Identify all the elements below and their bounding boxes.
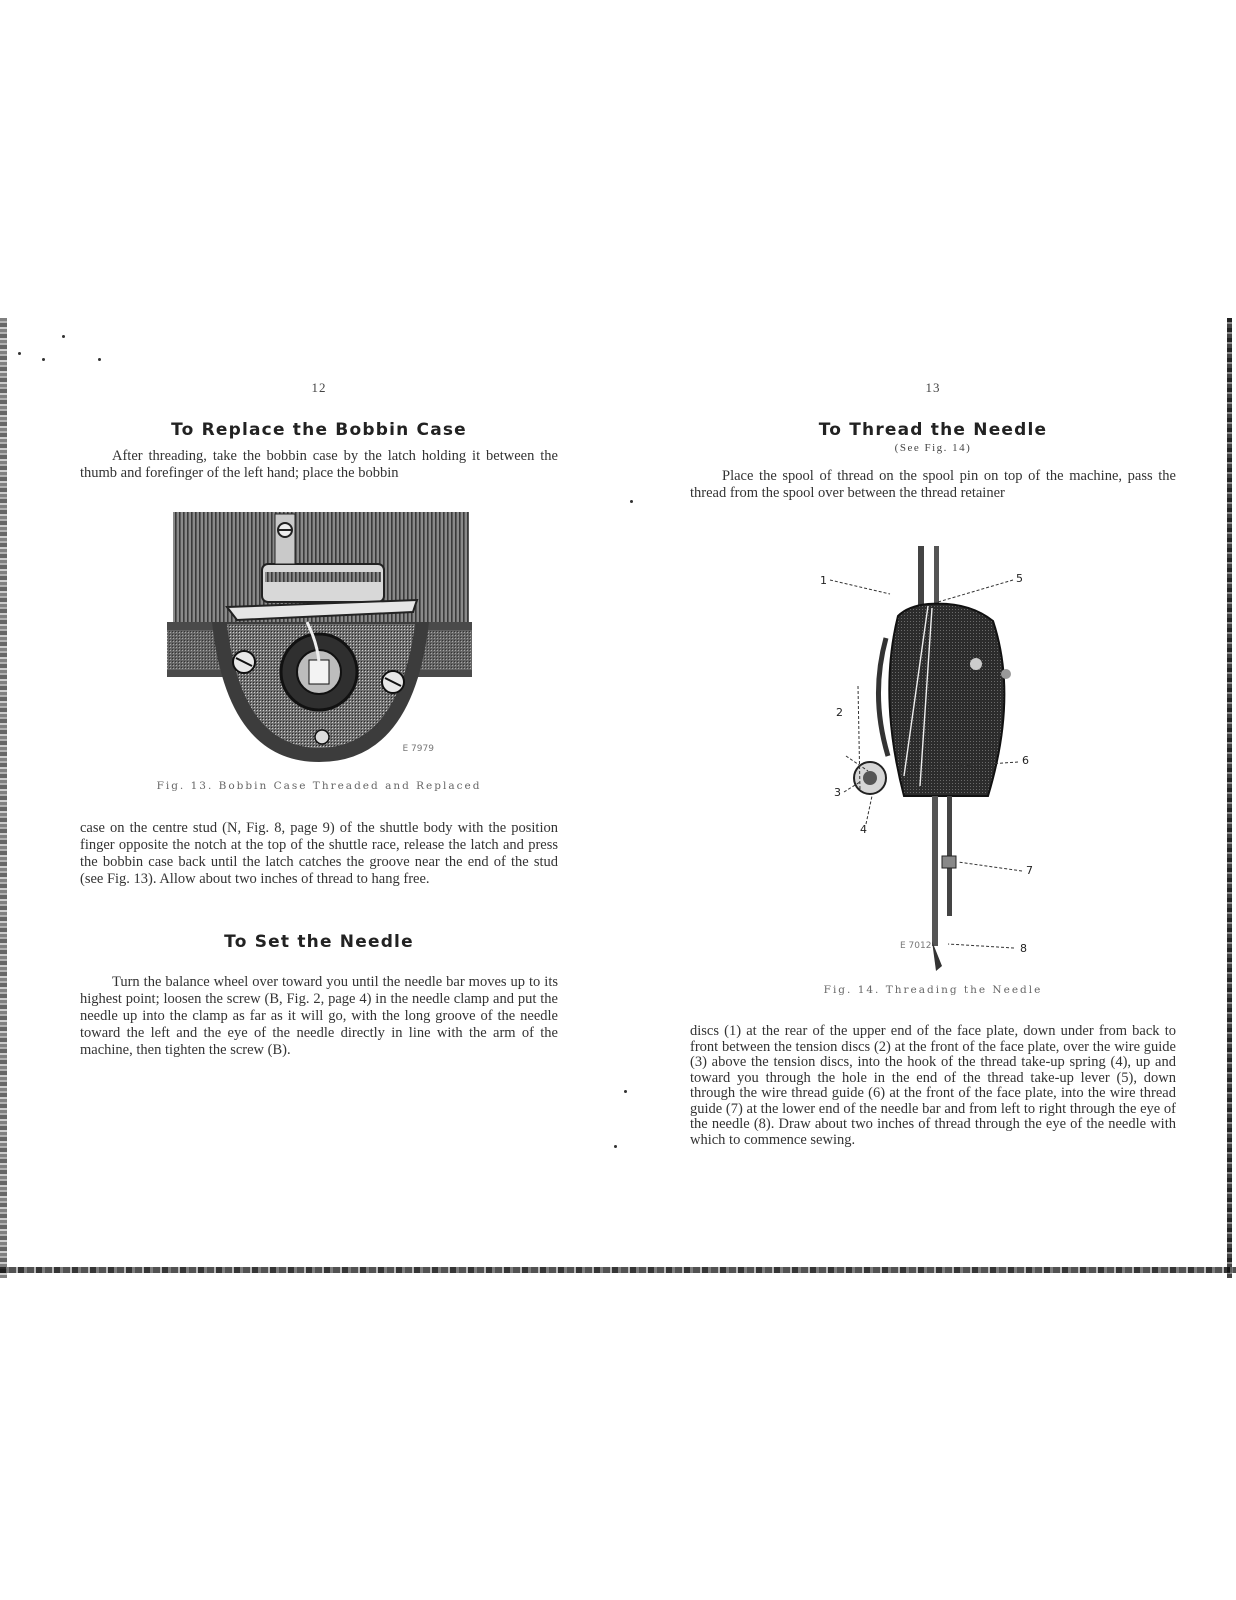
page-number: 12	[311, 380, 327, 395]
heading-thread-needle: To Thread the Needle	[818, 420, 1048, 440]
scan-speck	[42, 358, 45, 361]
callout-3: 3	[834, 786, 841, 799]
page-right	[690, 380, 1176, 1148]
scan-edge-left	[0, 318, 7, 1278]
scan-bottom-border	[0, 1267, 1236, 1273]
scan-edge-right	[1227, 318, 1232, 1278]
scan-speck	[62, 335, 65, 338]
paragraph-replace-2: case on the centre stud (N, Fig. 8, page 9) of the shuttle body with the position finger opposite the notch at the top of the shuttle race, release the latch and press the bobbin case back until the latch catches the groove near the end of the stud (see Fig. 13). Allow about two inches of thread to hang free.	[80, 820, 558, 887]
figure-13-bobbin-case	[167, 512, 472, 770]
callout-6: 6	[1022, 754, 1029, 767]
threading-illustration	[808, 546, 1058, 976]
callout-2: 2	[836, 706, 843, 719]
paragraph-replace-1: After threading, take the bobbin case by the latch holding it between the thumb and forefinger of the left hand; place the bobbin	[80, 448, 558, 481]
paragraph-set-needle: Turn the balance wheel over toward you until the needle bar moves up to its highest point; loosen the screw (B, Fig. 2, page 4) in the needle clamp and put the needle up into the clamp as far as it will go, with the long groove of the needle toward the left and the eye of the needle directly in line with the arm of the machine, then tighten the screw (B).	[80, 974, 558, 1058]
scan-speck	[18, 352, 21, 355]
heading-replace-bobbin-case: To Replace the Bobbin Case	[171, 420, 467, 440]
figure-plate-code: E 7979	[402, 744, 434, 754]
figure-plate-code: E 7012	[900, 941, 932, 951]
heading-set-needle: To Set the Needle	[224, 932, 414, 952]
page-number: 13	[925, 380, 941, 395]
page-left	[80, 380, 558, 1059]
scan-speck	[630, 500, 633, 503]
figure-14-threading	[808, 546, 1058, 976]
scan-speck	[624, 1090, 627, 1093]
paragraph-thread-1: Place the spool of thread on the spool pin on top of the machine, pass the thread from the spool over between the thread retainer	[690, 468, 1176, 501]
figure-13-caption: Fig. 13. Bobbin Case Threaded and Replaced	[156, 780, 482, 792]
figure-14-caption: Fig. 14. Threading the Needle	[823, 984, 1043, 996]
callout-8: 8	[1020, 942, 1027, 955]
callout-7: 7	[1026, 864, 1033, 877]
callout-1: 1	[820, 574, 827, 587]
paragraph-thread-2: discs (1) at the rear of the upper end of the face plate, down under from back to front between the tension discs (2) at the front of the face plate, over the wire guide (3) above the tension discs, into the hook of the thread take-up spring (4), up and toward you through the hole in the end of the thread take-up lever (5), down through the wire thread guide (6) at the front of the face plate, into the wire thread guide (7) at the lower end of the needle bar and from left to right through the eye of the needle (8). Draw about two inches of thread through the eye of the needle with which to commence sewing.	[690, 1023, 1176, 1148]
bobbin-case-illustration	[167, 512, 472, 770]
callout-4: 4	[860, 823, 867, 836]
scan-speck	[98, 358, 101, 361]
callout-5: 5	[1016, 572, 1023, 585]
see-figure-reference: (See Fig. 14)	[894, 442, 972, 454]
scan-speck	[614, 1145, 617, 1148]
